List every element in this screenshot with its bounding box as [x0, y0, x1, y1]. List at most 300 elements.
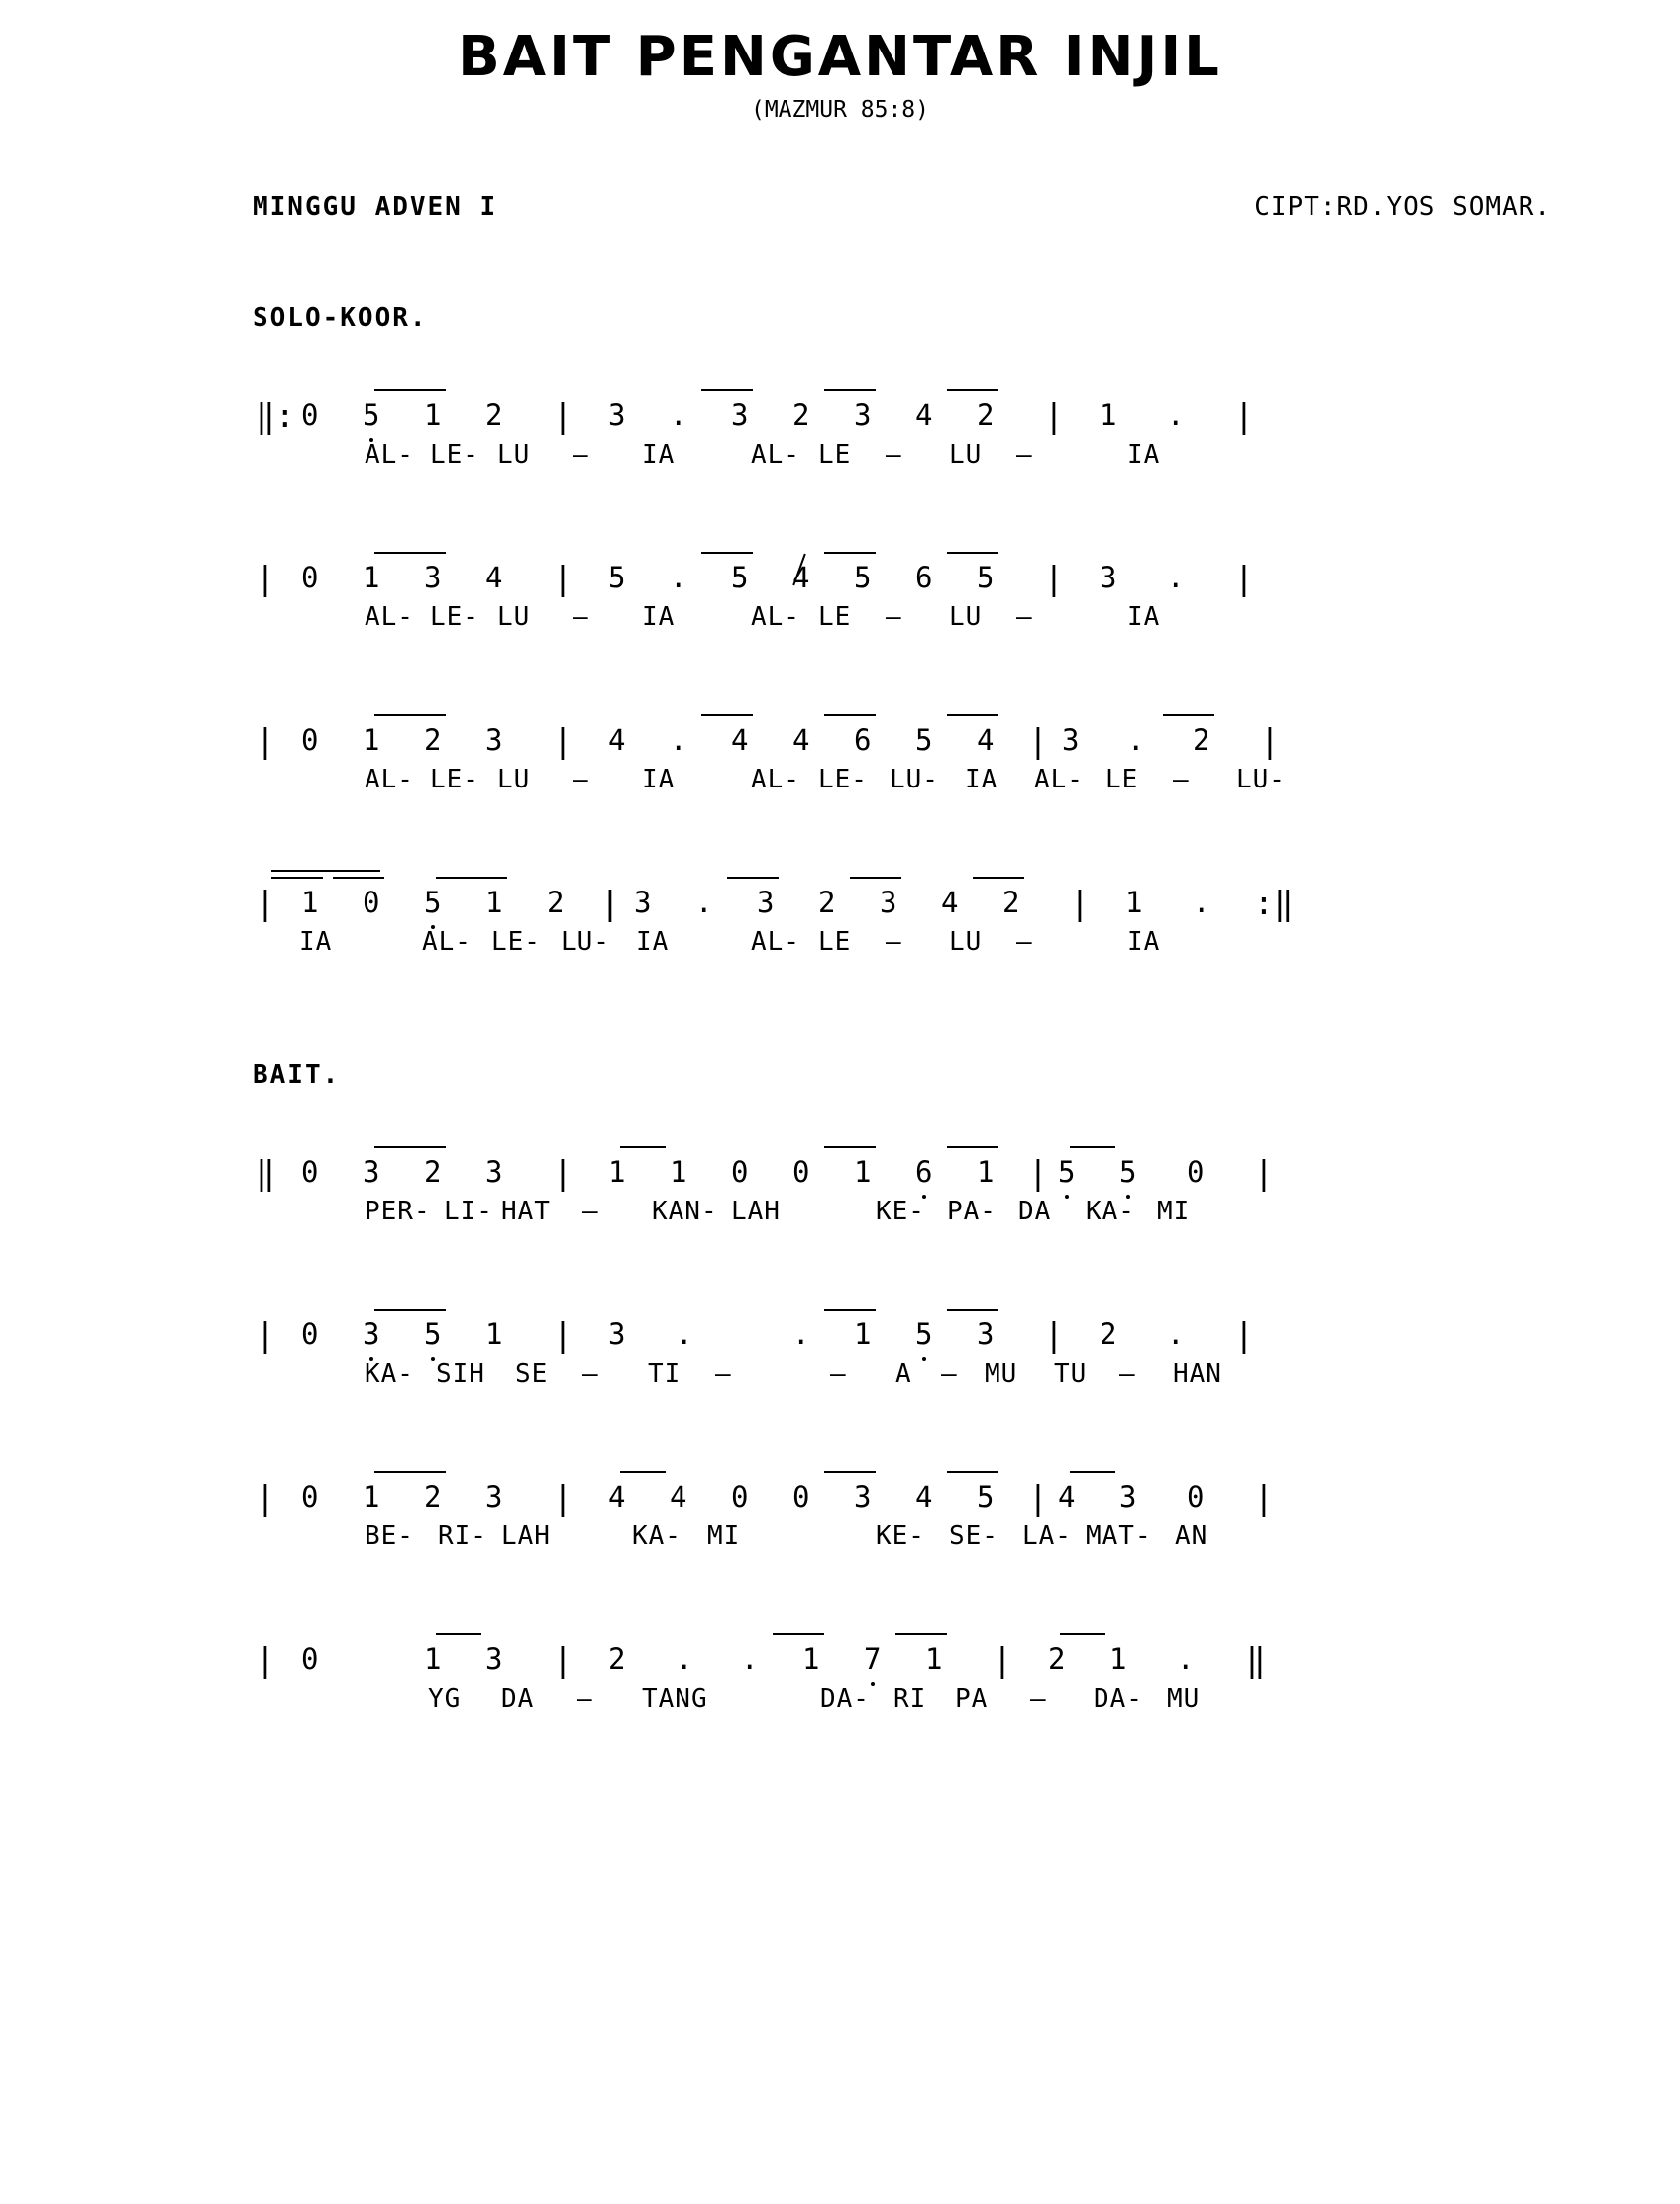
barline — [1234, 1315, 1254, 1354]
note-token — [634, 886, 651, 919]
music-system — [256, 384, 1680, 495]
note-token — [941, 886, 958, 919]
note-token — [363, 1317, 379, 1351]
lyric-syllable: IA — [642, 440, 676, 470]
lyric-syllable: LU — [497, 440, 531, 470]
beam-bar — [727, 877, 779, 879]
note-glyph: 3 — [363, 1317, 379, 1351]
note-glyph: | — [1044, 396, 1064, 435]
beam-bar — [824, 1309, 876, 1311]
lyric-syllable: – — [886, 927, 902, 957]
page-subtitle: (MAZMUR 85:8) — [750, 97, 929, 123]
note-glyph: . — [741, 1642, 759, 1676]
note-glyph: 1 — [424, 398, 441, 432]
barline — [1234, 396, 1254, 435]
lyric-syllable: KA- — [632, 1522, 682, 1551]
note-glyph: . — [1193, 886, 1210, 919]
note-glyph: ‖ — [256, 1153, 275, 1192]
lyric-syllable: AL- — [365, 440, 414, 470]
lyrics-line — [256, 602, 1680, 642]
note-glyph: | — [553, 1153, 573, 1192]
note-token — [792, 561, 809, 594]
note-glyph: | — [256, 1478, 275, 1517]
note-token — [854, 1317, 871, 1351]
lyric-syllable: IA — [1127, 440, 1161, 470]
note-glyph: 3 — [854, 1480, 871, 1514]
beam-bar — [1070, 1471, 1115, 1473]
note-glyph: 0 — [363, 886, 379, 919]
note-glyph: 3 — [1062, 723, 1080, 757]
lyric-syllable: KA- — [365, 1359, 414, 1389]
note-glyph: | — [553, 396, 573, 435]
note-token — [670, 723, 686, 757]
note-glyph: 5 — [424, 1317, 441, 1351]
note-glyph: 5 — [1058, 1155, 1075, 1189]
note-token — [1100, 398, 1116, 432]
note-glyph: 5 — [424, 886, 441, 919]
beam-bar — [394, 1309, 446, 1311]
note-glyph: 2 — [1048, 1642, 1065, 1676]
beam-bar — [1163, 714, 1214, 716]
beam-bar — [1070, 1146, 1115, 1148]
note-token — [301, 1480, 318, 1514]
lyric-syllable: LE — [818, 927, 852, 957]
section-label-1: SOLO-KOOR. — [253, 303, 428, 333]
beam-bar — [394, 389, 446, 391]
note-glyph: ‖: — [256, 396, 295, 435]
lyric-syllable: – — [582, 1197, 599, 1226]
lyric-syllable: SE- — [949, 1522, 998, 1551]
barline — [256, 559, 275, 597]
note-glyph: 4 — [977, 723, 994, 757]
note-glyph: 2 — [1100, 1317, 1117, 1351]
lyric-syllable: MU — [985, 1359, 1018, 1389]
lyric-syllable: – — [715, 1359, 732, 1389]
note-token — [363, 561, 379, 594]
lyric-syllable: MU — [1167, 1684, 1201, 1714]
lyric-syllable: MAT- — [1086, 1522, 1152, 1551]
note-glyph: | — [1254, 1478, 1274, 1517]
note-token — [977, 723, 994, 757]
lyric-syllable: – — [886, 602, 902, 632]
beam-bar — [947, 714, 998, 716]
lyric-syllable: LU- — [561, 927, 610, 957]
note-token — [301, 398, 318, 432]
lyric-syllable: – — [1016, 440, 1033, 470]
note-glyph: 1 — [802, 1642, 819, 1676]
note-token — [915, 1317, 932, 1351]
note-glyph: . — [1167, 1317, 1185, 1351]
note-token — [424, 1317, 441, 1351]
note-glyph: | — [1260, 721, 1280, 760]
lyric-syllable: BE- — [365, 1522, 414, 1551]
barline — [1028, 1153, 1048, 1192]
note-token — [1167, 561, 1184, 594]
barline — [1044, 559, 1064, 597]
note-glyph: | — [256, 721, 275, 760]
page-title: BAIT PENGANTAR INJIL — [458, 25, 1222, 89]
note-glyph: . — [1167, 398, 1185, 432]
note-glyph: 6 — [854, 723, 871, 757]
barline — [600, 884, 620, 922]
note-glyph: 4 — [915, 1480, 933, 1514]
beam-bar — [456, 877, 507, 879]
beam-bar — [620, 1146, 666, 1148]
note-glyph: 5 — [915, 1317, 932, 1351]
lyric-syllable: – — [582, 1359, 599, 1389]
barline — [1254, 1478, 1274, 1517]
barline — [553, 721, 573, 760]
barline — [256, 721, 275, 760]
note-token — [1127, 723, 1144, 757]
lyric-syllable: PER- — [365, 1197, 431, 1226]
lyric-syllable: TI — [648, 1359, 682, 1389]
note-token — [608, 1317, 625, 1351]
note-glyph: | — [1028, 1153, 1048, 1192]
beam-bar — [824, 1146, 876, 1148]
note-token — [485, 1155, 502, 1189]
lyric-syllable: KAN- — [652, 1197, 718, 1226]
note-token — [731, 561, 748, 594]
lyric-syllable: LU — [497, 602, 531, 632]
barline — [553, 1640, 573, 1679]
note-token — [792, 1480, 809, 1514]
note-token — [485, 886, 502, 919]
note-token — [1062, 723, 1079, 757]
note-glyph: 1 — [363, 1480, 379, 1514]
note-glyph: 0 — [301, 398, 319, 432]
note-glyph: . — [676, 1317, 693, 1351]
lyric-syllable: AL- — [365, 602, 414, 632]
note-glyph: 5 — [854, 561, 871, 594]
barline — [553, 1315, 573, 1354]
note-glyph: 1 — [1100, 398, 1117, 432]
sheet-music-page — [0, 25, 1680, 2204]
lyric-syllable: LE- — [818, 765, 868, 794]
note-glyph: 1 — [925, 1642, 942, 1676]
music-system — [256, 1466, 1680, 1577]
note-token — [676, 1317, 692, 1351]
note-token — [695, 886, 712, 919]
note-token — [1100, 1317, 1116, 1351]
lyric-syllable: DA- — [1094, 1684, 1143, 1714]
lyrics-line — [256, 440, 1680, 479]
lyric-syllable: – — [886, 440, 902, 470]
note-token — [880, 886, 896, 919]
beam-bar — [436, 1633, 481, 1635]
note-token — [301, 1317, 318, 1351]
note-glyph: | — [553, 1315, 573, 1354]
note-glyph: | — [1234, 559, 1254, 597]
barline — [1234, 559, 1254, 597]
note-glyph: 3 — [608, 398, 626, 432]
lyric-syllable: AL- — [751, 927, 800, 957]
note-token — [547, 886, 564, 919]
note-glyph: 2 — [977, 398, 994, 432]
lyrics-line — [256, 765, 1680, 804]
note-token — [915, 723, 932, 757]
barline — [256, 884, 275, 922]
notation-line — [256, 1141, 1680, 1197]
lyric-syllable: LI- — [444, 1197, 493, 1226]
note-token — [792, 1317, 809, 1351]
beam-bar — [947, 1309, 998, 1311]
note-glyph: | — [993, 1640, 1012, 1679]
lyric-syllable: LU- — [890, 765, 939, 794]
note-token — [1058, 1155, 1075, 1189]
beam-bar — [394, 1146, 446, 1148]
lyric-syllable: – — [1119, 1359, 1136, 1389]
sections-container — [0, 303, 1680, 1739]
note-token — [301, 561, 318, 594]
note-token — [1100, 561, 1116, 594]
beam-bar — [947, 552, 998, 554]
note-glyph: 6 — [915, 561, 933, 594]
note-glyph: | — [256, 1640, 275, 1679]
lyric-syllable: IA — [642, 602, 676, 632]
note-token — [925, 1642, 942, 1676]
note-glyph: 4 — [608, 1480, 625, 1514]
note-token — [363, 398, 379, 432]
note-token — [485, 1480, 502, 1514]
note-token — [864, 1642, 881, 1676]
note-glyph: | — [553, 559, 573, 597]
barline — [553, 396, 573, 435]
lyric-syllable: DA — [1018, 1197, 1052, 1226]
lyric-syllable: LE — [818, 440, 852, 470]
lyric-syllable: LA- — [1022, 1522, 1072, 1551]
lyric-syllable: – — [573, 602, 589, 632]
notation-line — [256, 1304, 1680, 1359]
lyric-syllable: DA- — [820, 1684, 870, 1714]
lyric-syllable: TANG — [642, 1684, 708, 1714]
note-glyph: 1 — [485, 886, 502, 919]
note-glyph: | — [1070, 884, 1090, 922]
note-token — [424, 1642, 441, 1676]
note-token — [676, 1642, 692, 1676]
note-glyph: 4 — [731, 723, 748, 757]
lyric-syllable: KE- — [876, 1197, 925, 1226]
barline — [1044, 396, 1064, 435]
note-glyph: 2 — [424, 723, 441, 757]
lyric-syllable: AL- — [751, 602, 800, 632]
note-glyph: | — [256, 884, 275, 922]
note-glyph: 1 — [485, 1317, 503, 1351]
lyric-syllable: LU — [949, 440, 983, 470]
barline — [1070, 884, 1090, 922]
note-glyph: 1 — [424, 1642, 441, 1676]
note-glyph: | — [1044, 1315, 1064, 1354]
note-token — [485, 1642, 502, 1676]
beam-bar — [333, 877, 384, 879]
beam-bar — [824, 552, 876, 554]
note-glyph: 2 — [1193, 723, 1209, 757]
note-glyph: 3 — [485, 1155, 503, 1189]
lyric-syllable: LE — [1105, 765, 1139, 794]
barline — [1044, 1315, 1064, 1354]
note-glyph: 3 — [1100, 561, 1117, 594]
beam-bar — [773, 1633, 824, 1635]
note-glyph: 1 — [301, 886, 318, 919]
lyric-syllable: RI — [893, 1684, 927, 1714]
note-glyph: 3 — [880, 886, 896, 919]
note-token — [670, 398, 686, 432]
note-glyph: 5 — [977, 1480, 994, 1514]
note-glyph: 0 — [301, 723, 319, 757]
lyric-syllable: IA — [636, 927, 670, 957]
beam-bar — [895, 1633, 947, 1635]
note-token — [1177, 1642, 1194, 1676]
barline — [1254, 1153, 1274, 1192]
note-glyph: . — [792, 1317, 810, 1351]
note-glyph: 4 — [1058, 1480, 1075, 1514]
accidental-slash — [792, 554, 806, 586]
barline — [256, 396, 295, 435]
beam-bar — [701, 552, 753, 554]
beam-bar — [824, 389, 876, 391]
note-token — [608, 398, 625, 432]
lyric-syllable: – — [1016, 602, 1033, 632]
note-token — [670, 1480, 686, 1514]
barline — [256, 1640, 275, 1679]
note-glyph: . — [1177, 1642, 1195, 1676]
beam-bar — [620, 1471, 666, 1473]
note-glyph: 5 — [363, 398, 379, 432]
lyric-syllable: KA- — [1086, 1197, 1135, 1226]
notation-line — [256, 709, 1680, 765]
note-glyph: . — [676, 1642, 693, 1676]
lyrics-line — [256, 1197, 1680, 1236]
note-token — [485, 1317, 502, 1351]
note-token — [608, 1480, 625, 1514]
note-glyph: 3 — [424, 561, 441, 594]
note-token — [301, 1642, 318, 1676]
note-glyph: | — [1254, 1153, 1274, 1192]
note-token — [731, 723, 748, 757]
note-glyph: | — [1028, 1478, 1048, 1517]
note-token — [1167, 1317, 1184, 1351]
note-token — [977, 561, 994, 594]
note-token — [802, 1642, 819, 1676]
lyrics-line — [256, 1684, 1680, 1724]
barline — [256, 1153, 275, 1192]
note-glyph: 2 — [792, 398, 810, 432]
note-token — [1125, 886, 1142, 919]
lyric-syllable: DA — [501, 1684, 535, 1714]
occasion-label: MINGGU ADVEN I — [253, 192, 498, 222]
note-glyph: | — [1028, 721, 1048, 760]
note-glyph: 2 — [424, 1480, 441, 1514]
note-token — [1058, 1480, 1075, 1514]
note-glyph: 0 — [301, 1155, 319, 1189]
lyric-syllable: RI- — [438, 1522, 487, 1551]
lyric-syllable: HAN — [1173, 1359, 1222, 1389]
beam-bar — [824, 714, 876, 716]
lyric-syllable: LAH — [731, 1197, 781, 1226]
note-token — [1119, 1155, 1136, 1189]
note-glyph: 3 — [634, 886, 652, 919]
beam-bar — [394, 552, 446, 554]
note-token — [854, 723, 871, 757]
note-token — [977, 1480, 994, 1514]
note-token — [608, 1642, 625, 1676]
lyric-syllable: AL- — [751, 765, 800, 794]
lyric-syllable: YG — [428, 1684, 462, 1714]
beam-bar — [850, 877, 901, 879]
beam-bar — [394, 1471, 446, 1473]
note-token — [424, 561, 441, 594]
note-glyph: :‖ — [1254, 884, 1294, 922]
note-glyph: 5 — [977, 561, 994, 594]
note-glyph: 2 — [424, 1155, 441, 1189]
beam-bar — [271, 877, 323, 879]
note-token — [854, 561, 871, 594]
note-glyph: 1 — [854, 1317, 871, 1351]
music-system — [256, 1141, 1680, 1252]
note-token — [977, 1317, 994, 1351]
lyric-syllable: IA — [965, 765, 998, 794]
note-glyph: 1 — [670, 1155, 687, 1189]
note-token — [608, 561, 625, 594]
barline — [256, 1315, 275, 1354]
lyric-syllable: LE- — [430, 602, 479, 632]
note-glyph: 5 — [608, 561, 626, 594]
note-glyph: 7 — [864, 1642, 881, 1676]
note-token — [1109, 1642, 1126, 1676]
note-token — [1193, 723, 1209, 757]
note-glyph: 2 — [485, 398, 503, 432]
note-token — [1187, 1480, 1204, 1514]
note-token — [818, 886, 835, 919]
lyric-syllable: TU — [1054, 1359, 1088, 1389]
beam-bar — [947, 1471, 998, 1473]
lyric-syllable: – — [941, 1359, 958, 1389]
lyric-syllable: AL- — [365, 765, 414, 794]
barline — [256, 1478, 275, 1517]
note-glyph: 4 — [608, 723, 626, 757]
barline — [1028, 1478, 1048, 1517]
note-token — [915, 1480, 932, 1514]
note-glyph: 4 — [915, 398, 933, 432]
note-glyph: 2 — [547, 886, 565, 919]
note-glyph: . — [670, 561, 687, 594]
note-token — [424, 723, 441, 757]
note-token — [1167, 398, 1184, 432]
barline — [993, 1640, 1012, 1679]
note-token — [731, 1480, 748, 1514]
notation-line — [256, 1628, 1680, 1684]
note-token — [731, 398, 748, 432]
note-token — [424, 886, 441, 919]
note-glyph: 0 — [731, 1155, 749, 1189]
note-token — [363, 1155, 379, 1189]
lyrics-line — [256, 927, 1680, 967]
notation-line — [256, 872, 1680, 927]
note-glyph: 4 — [941, 886, 959, 919]
note-token — [1187, 1155, 1204, 1189]
note-glyph: | — [256, 1315, 275, 1354]
note-glyph: 4 — [792, 723, 810, 757]
note-glyph: | — [553, 1640, 573, 1679]
lyric-syllable: LE- — [491, 927, 541, 957]
note-token — [363, 886, 379, 919]
note-glyph: 3 — [608, 1317, 626, 1351]
note-token — [485, 561, 502, 594]
lyric-syllable: MI — [1157, 1197, 1191, 1226]
lyric-syllable: IA — [299, 927, 333, 957]
note-token — [1002, 886, 1019, 919]
lyric-syllable: PA — [955, 1684, 989, 1714]
